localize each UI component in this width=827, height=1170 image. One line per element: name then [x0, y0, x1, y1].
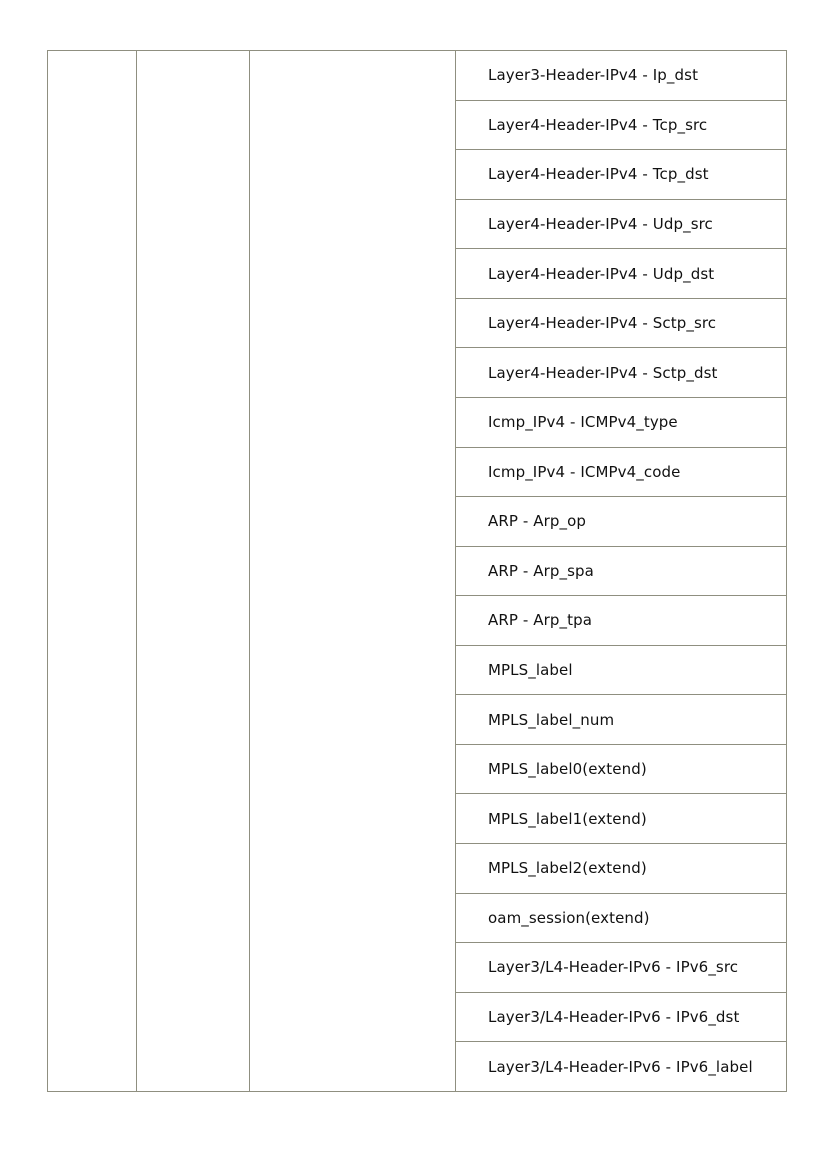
field-cell: Layer4-Header-IPv4 - Udp_src	[456, 199, 787, 249]
field-cell: Layer4-Header-IPv4 - Sctp_src	[456, 298, 787, 348]
field-cell: Icmp_IPv4 - ICMPv4_code	[456, 447, 787, 497]
field-cell: Layer3/L4-Header-IPv6 - IPv6_src	[456, 943, 787, 993]
field-cell: Layer4-Header-IPv4 - Sctp_dst	[456, 348, 787, 398]
field-cell: ARP - Arp_op	[456, 497, 787, 547]
field-cell: Layer3-Header-IPv4 - Ip_dst	[456, 51, 787, 101]
match-field-table	[47, 50, 787, 1092]
empty-column-2	[137, 51, 250, 1092]
field-cell: MPLS_label	[456, 645, 787, 695]
field-cell: ARP - Arp_tpa	[456, 596, 787, 646]
field-cell: Layer3/L4-Header-IPv6 - IPv6_label	[456, 1042, 787, 1092]
table-body	[48, 51, 787, 1092]
field-cell: Layer3/L4-Header-IPv6 - IPv6_dst	[456, 992, 787, 1042]
table-row	[48, 51, 787, 101]
empty-column-1	[48, 51, 137, 1092]
field-cell: Layer4-Header-IPv4 - Udp_dst	[456, 249, 787, 299]
field-cell: MPLS_label2(extend)	[456, 844, 787, 894]
field-cell: MPLS_label0(extend)	[456, 744, 787, 794]
field-cell: MPLS_label1(extend)	[456, 794, 787, 844]
field-cell: Layer4-Header-IPv4 - Tcp_dst	[456, 150, 787, 200]
field-cell: MPLS_label_num	[456, 695, 787, 745]
field-cell: Icmp_IPv4 - ICMPv4_type	[456, 397, 787, 447]
field-cell: Layer4-Header-IPv4 - Tcp_src	[456, 100, 787, 150]
field-cell: oam_session(extend)	[456, 893, 787, 943]
field-cell: ARP - Arp_spa	[456, 546, 787, 596]
empty-column-3	[250, 51, 456, 1092]
